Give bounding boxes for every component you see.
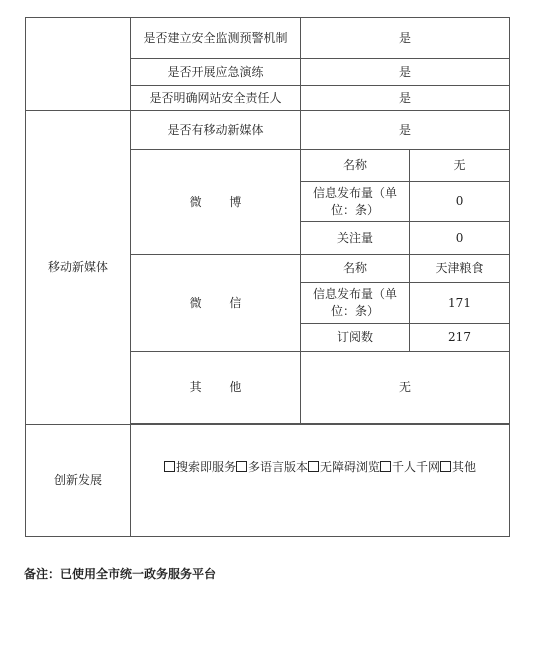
has-mobile-media-label: 是否有移动新媒体 — [131, 111, 301, 150]
wechat-label-cell — [131, 255, 301, 352]
weibo-follow-value: 0 — [410, 222, 510, 255]
weibo-follow-label: 关注量 — [301, 222, 410, 255]
checkbox-icon[interactable] — [440, 461, 451, 472]
checkbox-icon[interactable] — [308, 461, 319, 472]
other-label: 其 他 — [189, 380, 254, 394]
weibo-name-value: 无 — [410, 150, 510, 182]
wechat-subs-value: 217 — [410, 324, 510, 352]
innovation-options — [131, 412, 510, 524]
option-label: 搜索即服务 — [175, 460, 236, 474]
option-label: 无障碍浏览 — [320, 460, 381, 474]
footnote: 备注：已使用全市统一政务服务平台 — [24, 567, 217, 581]
wechat-posts-label: 信息发布量（单位：条） — [301, 283, 410, 324]
checkbox-icon[interactable] — [380, 461, 391, 472]
report-table — [25, 17, 510, 537]
wechat-name-label: 名称 — [301, 255, 410, 283]
warning-value: 是 — [301, 18, 510, 59]
weibo-name-label: 名称 — [301, 150, 410, 182]
mobile-media-section-label: 移动新媒体 — [26, 111, 131, 425]
drill-value: 是 — [301, 59, 510, 86]
weibo-posts-value: 0 — [410, 182, 510, 222]
wechat-name-value: 天津粮食 — [410, 255, 510, 283]
weibo-label-cell — [131, 150, 301, 255]
option-label: 其他 — [452, 460, 477, 474]
option-label: 千人千网 — [392, 460, 441, 474]
weibo-label: 微 博 — [189, 194, 254, 209]
wechat-subs-label: 订阅数 — [301, 324, 410, 352]
checkbox-icon[interactable] — [164, 461, 175, 472]
responsible-label: 是否明确网站安全责任人 — [131, 86, 301, 111]
other-value: 无 — [301, 352, 510, 424]
innovation-section-label: 创新发展 — [26, 425, 131, 537]
security-section-cell — [26, 18, 131, 111]
warning-label: 是否建立安全监测预警机制 — [131, 18, 301, 59]
responsible-value: 是 — [301, 86, 510, 111]
option-label: 多语言版本 — [247, 460, 308, 474]
has-mobile-media-value: 是 — [301, 111, 510, 150]
wechat-label: 微 信 — [189, 295, 254, 310]
checkbox-icon[interactable] — [236, 461, 247, 472]
wechat-posts-value: 171 — [410, 283, 510, 324]
drill-label: 是否开展应急演练 — [131, 59, 301, 86]
weibo-posts-label: 信息发布量（单位：条） — [301, 182, 410, 222]
